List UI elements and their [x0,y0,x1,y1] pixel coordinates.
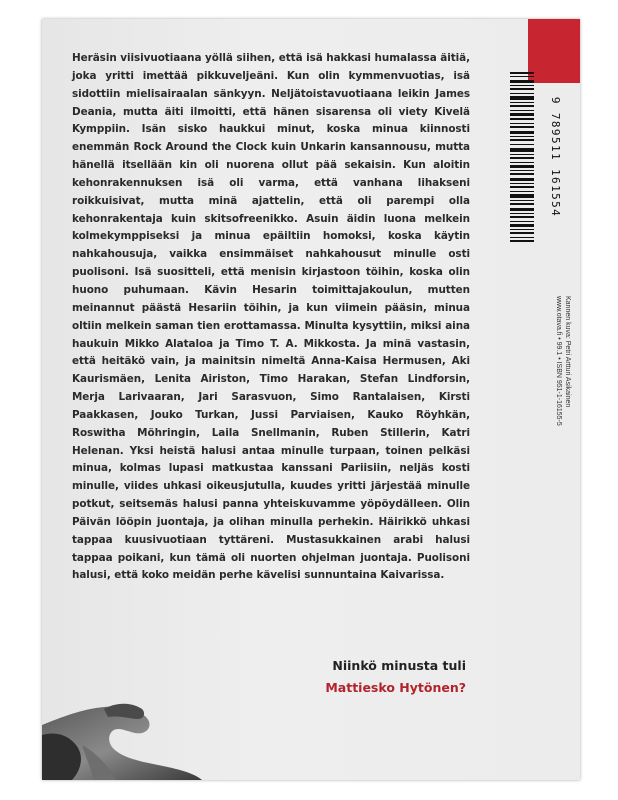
barcode-number: 9 789511 161554 [549,96,562,218]
tagline [270,655,466,699]
tagline-author-name: Mattiesko Hytönen? [325,680,466,695]
back-cover-blurb: Heräsin viisivuotiaana yöllä siihen, että isä hakkasi humalassa äitiä, joka yritti imettää pikkuveljeäni. Kun olin kymmenvuotias, isä sidottiin mielisairaalan sänkyyn. Neljätoistavuotiaana leikin James Deania, mutta äiti ilmoitti, että hänen sisarensa oli viety Kivelä Kymppiin. Isän sisko haukkui minut, koska minua kiinnosti enemmän Rock Around the Clock kuin Unkarin kansannousu, mutta hänellä itsellään kin oli nuorena ollut pää sekaisin. Kun aloitin kehonrakennuksen isä oli varma, että vanhana lihakseni roikkuisivat, mutta minä ajattelin, että oli parempi olla kehonrakentaja kuin skitsofreenikko. Asuin äidin luona melkein kolmekymppiseksi ja minua epäiltiin homoksi, koska käytin nahkahousuja, vaikka ensimmäiset nahkahousut minulle osti puolisoni. Isä suositteli, että menisin kirjastoon töihin, koska olin huono puhumaan. Kävin Hesarin toimittajakoulun, mutten meinannut päästä Hesariin töihin, ja kun viimein pääsin, minua oltiin melkein saman tien erottamassa. Minulta kysyttiin, miksi aina haukuin Mikko Alataloa ja Timo T. A. Mikkosta. Ja minä vastasin, että heitäkö vain, ja mainitsin nimeltä Anna-Kaisa Hermusen, Aki Kaurismäen, Lenita Airiston, Timo Harakan, Stefan Lindforsin, Merja Larivaaran, Jari Sarasvuon, Simo Rantalaisen, Kirsti Paakkasen, Jouko Turkan, Jussi Parviaisen, Kauko Röyhkän, Roswitha Möhringin, Laila Snellmanin, Ruben Stillerin, Katri Helenan. Yksi heistä halusi antaa minulle turpaan, toinen pelkäsi minua, kolmas lupasi matkustaa kanssani Pariisiin, neljäs kosti minulle, viides uhkasi oikeusjutulla, kuudes yritti järjestää minulle potkut, seitsemäs halusi panna yhteiskuvamme yöpöydälleen. Olin Päivän lööpin juontaja, ja olihan minulla perhekin. Häirikkö uhkasi tappaa kuusivuotiaan tyttäreni. Mustasukkainen arabi halusi tappaa poikani, kun tämä oli nuorten ohjelman juontaja. Puolisoni halusi, että koko meidän perhe kävelisi sunnuntaina Kaivarissa. [72,52,470,582]
cover-photo-credit: Kannen kuva: Petri Artturi Asikainen [564,296,571,408]
photo-man-flexing [42,695,202,780]
tagline-question: Niinkö minusta tuli [332,658,466,673]
barcode [510,72,534,242]
publisher-isbn-line: www.otava.fi • 99.1 • ISBN 951-1-16155-5 [555,296,562,426]
